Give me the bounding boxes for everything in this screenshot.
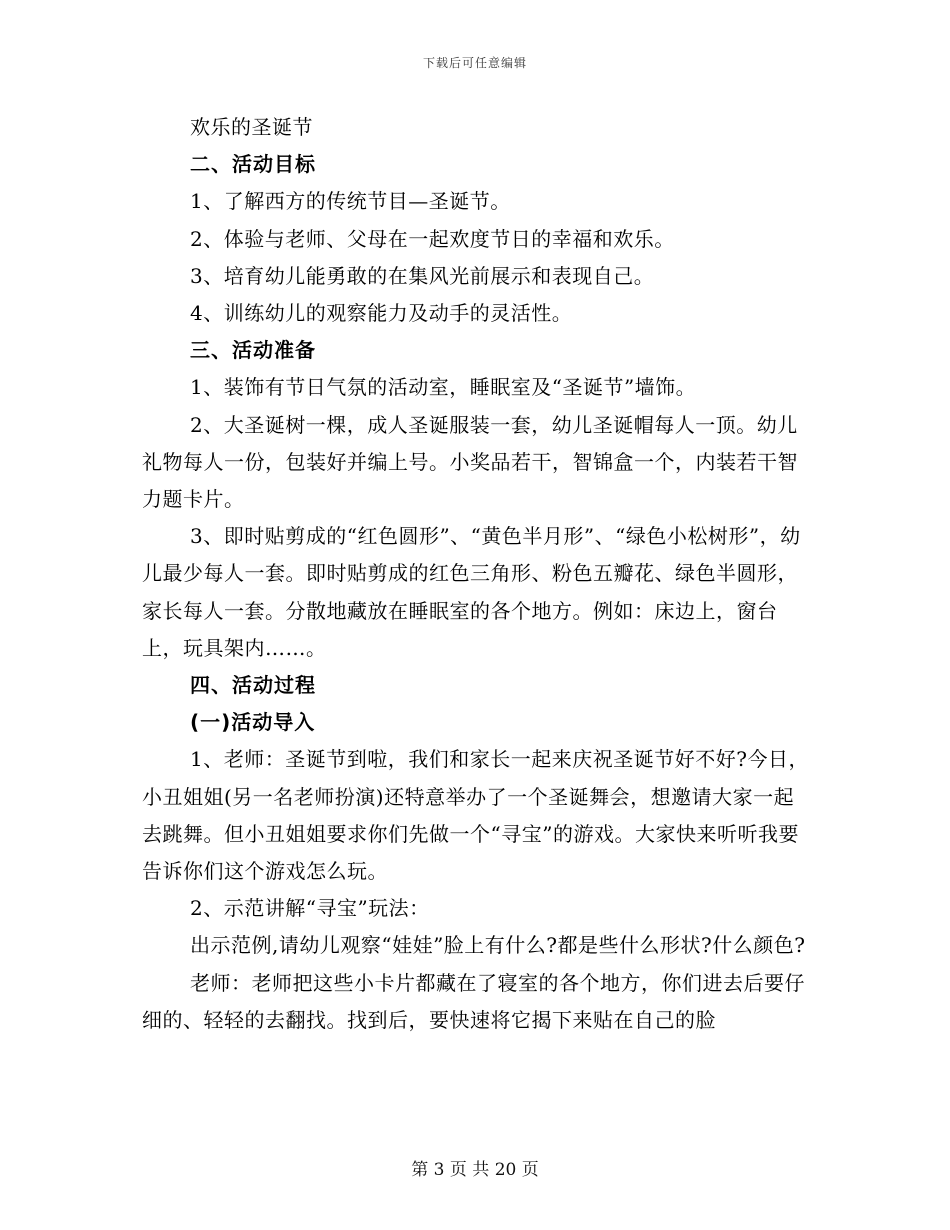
- section-heading: 二、活动目标: [190, 152, 316, 177]
- paragraph: 4、训练幼儿的观察能力及动手的灵活性。: [190, 301, 573, 326]
- section-heading: 四、活动过程: [190, 673, 316, 698]
- section-heading: 三、活动准备: [190, 338, 316, 363]
- page-footer: 第 3 页 共 20 页: [411, 1160, 539, 1180]
- document-body: [142, 109, 810, 1039]
- paragraph: 欢乐的圣诞节: [190, 115, 313, 139]
- paragraph: 2、示范讲解“寻宝”玩法：: [190, 896, 430, 921]
- section-heading: (一)活动导入: [190, 710, 316, 735]
- page-header: 下载后可任意编辑: [422, 56, 527, 70]
- paragraph: 老师：老师把这些小卡片都藏在了寝室的各个地方，你们进去后要仔细的、轻轻的去翻找。找到后，要快速将它揭下来贴在自己的脸: [142, 970, 805, 1032]
- paragraph: 1、老师：圣诞节到啦，我们和家长一起来庆祝圣诞节好不好?今日，小丑姐姐(另一名老师扮演)还特意举办了一个圣诞舞会，想邀请大家一起去跳舞。但小丑姐姐要求你们先做一个“寻宝”的游戏。大家快来听听我要告诉你们这个游戏怎么玩。: [142, 747, 809, 884]
- paragraph: 1、了解西方的传统节目—圣诞节。: [190, 189, 511, 214]
- paragraph: 出示范例,请幼儿观察“娃娃”脸上有什么?都是些什么形状?什么颜色?: [190, 933, 806, 958]
- paragraph: 2、体验与老师、父母在一起欢度节日的幸福和欢乐。: [190, 226, 675, 251]
- paragraph: 3、即时贴剪成的“红色圆形”、“黄色半月形”、“绿色小松树形”，幼儿最少每人一套。即时贴剪成的红色三角形、粉色五瓣花、绿色半圆形，家长每人一套。分散地藏放在睡眠室的各个地方。例如：床边上，窗台上，玩具架内……。: [142, 524, 801, 660]
- paragraph: 3、培育幼儿能勇敢的在集风光前展示和表现自己。: [190, 263, 655, 288]
- paragraph: 1、装饰有节日气氛的活动室，睡眠室及“圣诞节”墙饰。: [190, 375, 697, 400]
- paragraph: 2、大圣诞树一棵，成人圣诞服装一套，幼儿圣诞帽每人一顶。幼儿礼物每人一份，包装好并编上号。小奖品若干，智锦盒一个，内装若干智力题卡片。: [142, 412, 798, 512]
